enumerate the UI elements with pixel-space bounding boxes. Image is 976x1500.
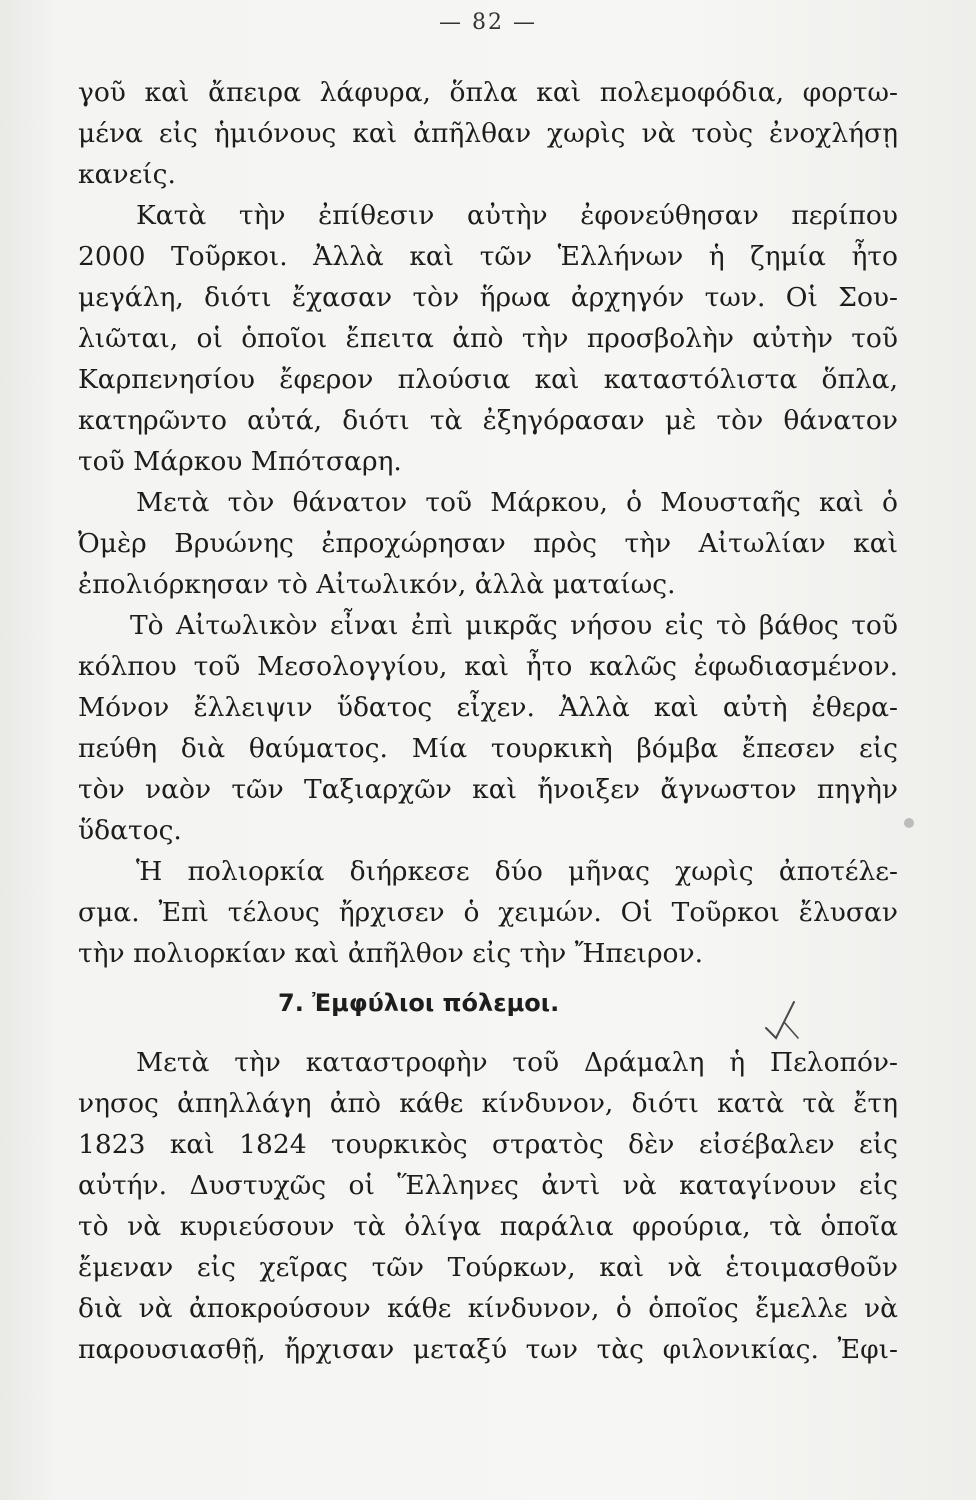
text-line: τὸ νὰ κυριεύσουν τὰ ὀλίγα παράλια φρούρια, τὰ ὁποῖα (78, 1211, 898, 1242)
text-line: Τὸ Αἰτωλικὸν εἶναι ἐπὶ μικρᾶς νήσου εἰς τὸ βάθος τοῦ (130, 610, 898, 641)
paragraph-continuation (78, 72, 898, 195)
paragraph (78, 482, 898, 605)
paragraph (78, 605, 898, 851)
text-line: ὕδατος. (78, 815, 182, 846)
ink-bleed-mark-icon (902, 816, 916, 830)
text-line: Μετὰ τὴν καταστροφὴν τοῦ Δράμαλη ἡ Πελοπόν- (136, 1047, 898, 1078)
text-line: τοῦ Μάρκου Μπότσαρη. (78, 446, 402, 477)
text-line: μένα εἰς ἡμιόνους καὶ ἀπῆλθαν χωρὶς νὰ τοὺς ἐνοχλήσῃ (78, 118, 898, 149)
page-number: — 82 — (439, 10, 537, 35)
text-line: τὴν πολιορκίαν καὶ ἀπῆλθον εἰς τὴν Ἤπειρον. (78, 938, 704, 969)
text-line: αὐτήν. Δυστυχῶς οἱ Ἕλληνες ἀντὶ νὰ καταγίνουν εἰς (78, 1170, 898, 1201)
text-line: σμα. Ἐπὶ τέλους ἤρχισεν ὁ χειμών. Οἱ Τοῦρκοι ἔλυσαν (78, 897, 898, 928)
text-line: γοῦ καὶ ἄπειρα λάφυρα, ὅπλα καὶ πολεμοφόδια, φορτω- (78, 77, 898, 108)
text-line: κατηρῶντο αὐτά, διότι τὰ ἐξηγόρασαν μὲ τὸν θάνατον (78, 405, 898, 436)
text-line: τὸν ναὸν τῶν Ταξιαρχῶν καὶ ἤνοιξεν ἄγνωστον πηγὴν (78, 774, 898, 805)
paragraph (78, 1042, 898, 1370)
text-line: Μετὰ τὸν θάνατον τοῦ Μάρκου, ὁ Μουσταῆς καὶ ὁ (136, 487, 898, 518)
pencil-check-mark-icon (762, 998, 802, 1044)
text-line: ἐπολιόρκησαν τὸ Αἰτωλικόν, ἀλλὰ ματαίως. (78, 569, 676, 600)
section-heading: 7. Ἐμφύλιοι πόλεμοι. (278, 989, 560, 1017)
text-line: κανείς. (78, 159, 176, 190)
text-line: διὰ νὰ ἀποκρούσουν κάθε κίνδυνον, ὁ ὁποῖος ἔμελλε νὰ (78, 1293, 898, 1324)
text-line: ἔμεναν εἰς χεῖρας τῶν Τούρκων, καὶ νὰ ἑτοιμασθοῦν (78, 1252, 898, 1283)
body-text (78, 72, 898, 1370)
text-line: Καρπενησίου ἔφερον πλούσια καὶ καταστόλιστα ὅπλα, (78, 364, 898, 395)
text-line: Μόνον ἔλλειψιν ὕδατος εἶχεν. Ἀλλὰ καὶ αὐτὴ ἐθερα- (78, 692, 898, 723)
text-line: παρουσιασθῇ, ἤρχισαν μεταξύ των τὰς φιλονικίας. Ἐφι- (78, 1334, 898, 1365)
text-line: λιῶται, οἱ ὁποῖοι ἔπειτα ἀπὸ τὴν προσβολὴν αὐτὴν τοῦ (78, 323, 898, 354)
text-line: Κατὰ τὴν ἐπίθεσιν αὐτὴν ἐφονεύθησαν περίπου (136, 200, 898, 231)
text-line: μεγάλη, διότι ἔχασαν τὸν ἥρωα ἀρχηγόν των. Οἱ Σου- (78, 282, 898, 313)
text-line: Ἡ πολιορκία διήρκεσε δύο μῆνας χωρὶς ἀποτέλε- (136, 856, 898, 887)
text-line: 2000 Τοῦρκοι. Ἀλλὰ καὶ τῶν Ἑλλήνων ἡ ζημία ἦτο (78, 241, 898, 272)
text-line: Ὀμὲρ Βρυώνης ἐπροχώρησαν πρὸς τὴν Αἰτωλίαν καὶ (78, 528, 898, 559)
paragraph (78, 851, 898, 974)
text-line: κόλπου τοῦ Μεσολογγίου, καὶ ἦτο καλῶς ἐφωδιασμένον. (78, 651, 898, 682)
paragraph (78, 195, 898, 482)
text-line: πεύθη διὰ θαύματος. Μία τουρκικὴ βόμβα ἔπεσεν εἰς (78, 733, 898, 764)
text-line: 1823 καὶ 1824 τουρκικὸς στρατὸς δὲν εἰσέβαλεν εἰς (78, 1129, 898, 1160)
text-line: νησος ἀπηλλάγη ἀπὸ κάθε κίνδυνον, διότι κατὰ τὰ ἔτη (78, 1088, 898, 1119)
